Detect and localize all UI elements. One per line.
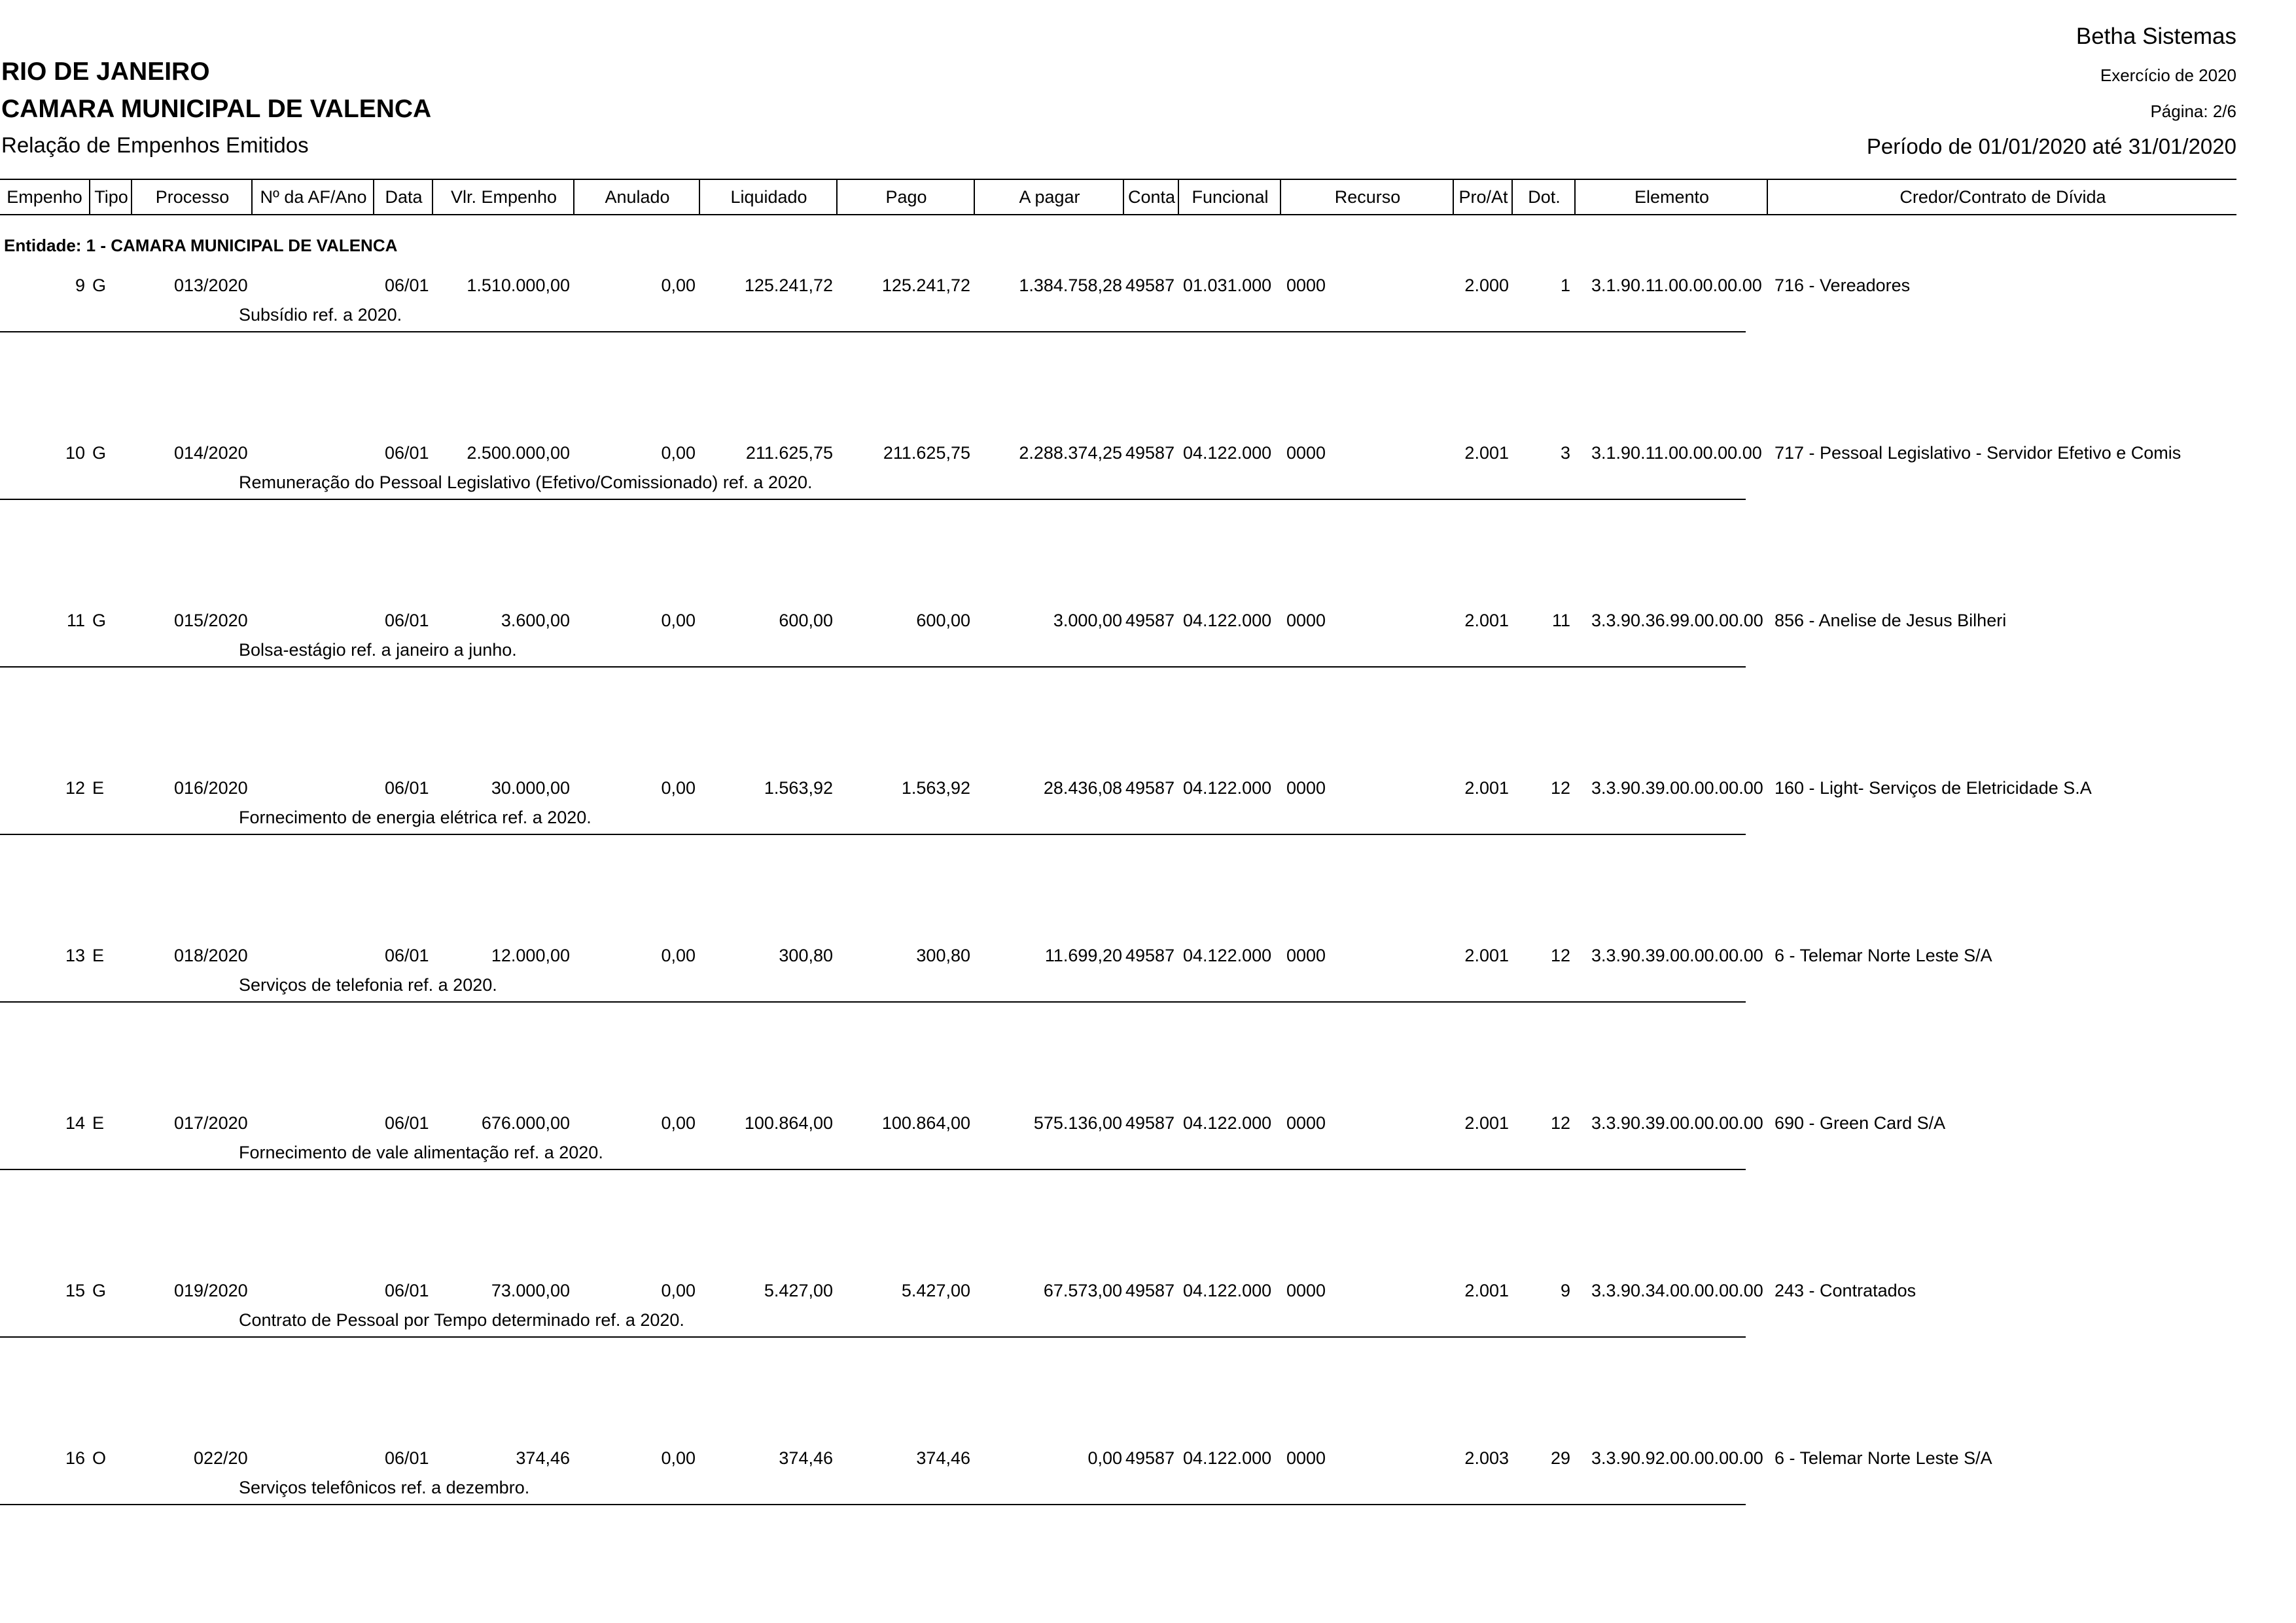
cell-dot: 3 [1560,443,1570,463]
row-divider [0,499,1746,500]
cell-conta: 49587 [1125,443,1175,463]
page-number: Página: 2/6 [2150,101,2236,121]
cell-recurso: 0000 [1286,1281,1326,1300]
col-data: Data [373,180,433,214]
cell-liquidado: 374,46 [779,1448,833,1468]
state-name: RIO DE JANEIRO [1,58,210,86]
col-empenho: Empenho [7,187,82,207]
company-name: Betha Sistemas [2075,24,2236,49]
cell-liquidado: 125.241,72 [744,276,833,295]
cell-funcional: 04.122.000 [1183,611,1272,630]
cell-anulado: 0,00 [661,778,696,798]
cell-vlr-empenho: 30.000,00 [491,778,570,798]
cell-data: 06/01 [385,1281,429,1300]
cell-funcional: 04.122.000 [1183,443,1272,463]
cell-tipo: G [92,443,107,463]
cell-anulado: 0,00 [661,1448,696,1468]
row-divider [0,666,1746,668]
cell-dot: 12 [1550,946,1570,965]
cell-dot: 9 [1560,1281,1570,1300]
cell-funcional: 04.122.000 [1183,946,1272,965]
row-divider [0,331,1746,332]
col-liquidado: Liquidado [699,180,838,214]
cell-empenho: 10 [65,443,85,463]
cell-empenho: 15 [65,1281,85,1300]
cell-pro-at: 2.003 [1464,1448,1509,1468]
cell-processo: 016/2020 [174,778,248,798]
cell-tipo: E [92,778,105,798]
cell-empenho: 9 [75,276,85,295]
cell-pago: 600,00 [916,611,970,630]
cell-a-pagar: 575.136,00 [1033,1113,1122,1133]
cell-anulado: 0,00 [661,611,696,630]
cell-elemento: 3.3.90.92.00.00.00.00 [1591,1448,1763,1468]
cell-anulado: 0,00 [661,946,696,965]
cell-processo: 014/2020 [174,443,248,463]
cell-pago: 1.563,92 [901,778,970,798]
cell-vlr-empenho: 1.510.000,00 [467,276,570,295]
cell-elemento: 3.3.90.36.99.00.00.00 [1591,611,1763,630]
cell-credor: 690 - Green Card S/A [1775,1113,1946,1133]
col-dot: Dot. [1511,180,1576,214]
cell-anulado: 0,00 [661,1281,696,1300]
cell-liquidado: 1.563,92 [764,778,833,798]
cell-pago: 5.427,00 [901,1281,970,1300]
cell-vlr-empenho: 676.000,00 [481,1113,570,1133]
cell-data: 06/01 [385,778,429,798]
cell-dot: 12 [1550,1113,1570,1133]
cell-recurso: 0000 [1286,946,1326,965]
cell-descricao: Bolsa-estágio ref. a janeiro a junho. [239,640,517,660]
cell-processo: 017/2020 [174,1113,248,1133]
col-pago: Pago [836,180,975,214]
table-row [0,1448,2236,1533]
cell-liquidado: 600,00 [779,611,833,630]
col-anulado: Anulado [573,180,700,214]
cell-data: 06/01 [385,611,429,630]
cell-pro-at: 2.001 [1464,946,1509,965]
cell-dot: 11 [1551,611,1570,630]
cell-pro-at: 2.001 [1464,443,1509,463]
col-recurso: Recurso [1280,180,1454,214]
cell-recurso: 0000 [1286,276,1326,295]
cell-elemento: 3.3.90.39.00.00.00.00 [1591,778,1763,798]
cell-pro-at: 2.001 [1464,1281,1509,1300]
cell-a-pagar: 3.000,00 [1053,611,1122,630]
cell-elemento: 3.3.90.34.00.00.00.00 [1591,1281,1763,1300]
col-elemento: Elemento [1574,180,1768,214]
cell-descricao: Serviços telefônicos ref. a dezembro. [239,1478,530,1497]
cell-vlr-empenho: 3.600,00 [501,611,570,630]
cell-pro-at: 2.000 [1464,276,1509,295]
cell-pago: 300,80 [916,946,970,965]
cell-pago: 211.625,75 [883,443,970,463]
cell-vlr-empenho: 2.500.000,00 [467,443,570,463]
row-divider [0,1504,1746,1505]
cell-data: 06/01 [385,1113,429,1133]
cell-funcional: 04.122.000 [1183,1448,1272,1468]
cell-vlr-empenho: 374,46 [516,1448,570,1468]
cell-pro-at: 2.001 [1464,1113,1509,1133]
cell-processo: 022/20 [194,1448,248,1468]
cell-dot: 1 [1560,276,1570,295]
cell-funcional: 04.122.000 [1183,1113,1272,1133]
col-tipo: Tipo [89,180,132,214]
cell-data: 06/01 [385,443,429,463]
cell-empenho: 14 [65,1113,85,1133]
cell-dot: 12 [1550,778,1570,798]
cell-empenho: 11 [66,611,85,630]
cell-pago: 100.864,00 [881,1113,970,1133]
cell-pro-at: 2.001 [1464,611,1509,630]
cell-tipo: G [92,1281,107,1300]
cell-credor: 6 - Telemar Norte Leste S/A [1775,1448,1992,1468]
cell-conta: 49587 [1125,1448,1175,1468]
cell-vlr-empenho: 73.000,00 [491,1281,570,1300]
report-title: Relação de Empenhos Emitidos [1,133,309,157]
table-row [0,946,2236,1031]
cell-descricao: Subsídio ref. a 2020. [239,305,402,325]
cell-processo: 013/2020 [174,276,248,295]
cell-descricao: Remuneração do Pessoal Legislativo (Efetivo/Comissionado) ref. a 2020. [239,473,813,492]
cell-recurso: 0000 [1286,443,1326,463]
cell-data: 06/01 [385,276,429,295]
cell-empenho: 13 [65,946,85,965]
cell-pago: 374,46 [916,1448,970,1468]
cell-empenho: 12 [65,778,85,798]
cell-vlr-empenho: 12.000,00 [491,946,570,965]
cell-recurso: 0000 [1286,611,1326,630]
entity-line: Entidade: 1 - CAMARA MUNICIPAL DE VALENCA [4,236,398,255]
row-divider [0,1169,1746,1170]
cell-descricao: Serviços de telefonia ref. a 2020. [239,975,497,995]
cell-credor: 160 - Light- Serviços de Eletricidade S.A [1775,778,2092,798]
cell-conta: 49587 [1125,1281,1175,1300]
cell-recurso: 0000 [1286,1448,1326,1468]
cell-tipo: G [92,611,107,630]
cell-tipo: E [92,946,105,965]
cell-elemento: 3.3.90.39.00.00.00.00 [1591,1113,1763,1133]
cell-liquidado: 300,80 [779,946,833,965]
entity-name: CAMARA MUNICIPAL DE VALENCA [1,95,432,123]
col-af-ano: Nº da AF/Ano [251,180,374,214]
cell-conta: 49587 [1125,276,1175,295]
cell-conta: 49587 [1125,611,1175,630]
cell-conta: 49587 [1125,946,1175,965]
col-a-pagar: A pagar [974,180,1124,214]
cell-liquidado: 5.427,00 [764,1281,833,1300]
cell-recurso: 0000 [1286,778,1326,798]
cell-elemento: 3.1.90.11.00.00.00.00 [1591,443,1762,463]
col-funcional: Funcional [1178,180,1281,214]
table-row [0,276,2236,361]
cell-tipo: E [92,1113,105,1133]
cell-credor: 717 - Pessoal Legislativo - Servidor Efetivo e Comis [1775,443,2181,463]
cell-dot: 29 [1550,1448,1570,1468]
cell-credor: 243 - Contratados [1775,1281,1916,1300]
col-pro-at: Pro/At [1453,180,1513,214]
cell-anulado: 0,00 [661,1113,696,1133]
cell-a-pagar: 11.699,20 [1044,946,1122,965]
row-divider [0,1336,1746,1338]
cell-a-pagar: 28.436,08 [1043,778,1122,798]
cell-liquidado: 100.864,00 [744,1113,833,1133]
table-row [0,443,2236,528]
cell-liquidado: 211.625,75 [745,443,833,463]
cell-tipo: O [92,1448,107,1468]
cell-a-pagar: 0,00 [1087,1448,1122,1468]
cell-elemento: 3.3.90.39.00.00.00.00 [1591,946,1763,965]
cell-conta: 49587 [1125,778,1175,798]
cell-credor: 716 - Vereadores [1775,276,1911,295]
cell-funcional: 01.031.000 [1183,276,1272,295]
cell-data: 06/01 [385,946,429,965]
cell-recurso: 0000 [1286,1113,1326,1133]
cell-credor: 6 - Telemar Norte Leste S/A [1775,946,1992,965]
cell-pro-at: 2.001 [1464,778,1509,798]
cell-processo: 018/2020 [174,946,248,965]
cell-anulado: 0,00 [661,276,696,295]
exercise-label: Exercício de 2020 [2100,65,2236,85]
col-conta: Conta [1123,180,1179,214]
cell-descricao: Fornecimento de energia elétrica ref. a 2020. [239,808,592,827]
period-label: Período de 01/01/2020 até 31/01/2020 [1866,134,2236,158]
cell-elemento: 3.1.90.11.00.00.00.00 [1591,276,1762,295]
row-divider [0,834,1746,835]
table-row [0,1281,2236,1366]
table-row [0,778,2236,863]
cell-credor: 856 - Anelise de Jesus Bilheri [1775,611,2007,630]
cell-processo: 019/2020 [174,1281,248,1300]
table-row [0,1113,2236,1198]
cell-a-pagar: 2.288.374,25 [1019,443,1122,463]
row-divider [0,1001,1746,1003]
cell-a-pagar: 67.573,00 [1043,1281,1122,1300]
cell-tipo: G [92,276,107,295]
cell-data: 06/01 [385,1448,429,1468]
column-header-row [0,179,2236,215]
cell-descricao: Fornecimento de vale alimentação ref. a 2020. [239,1143,603,1162]
col-processo: Processo [131,180,253,214]
cell-funcional: 04.122.000 [1183,778,1272,798]
col-credor: Credor/Contrato de Dívida [1767,180,2238,214]
cell-descricao: Contrato de Pessoal por Tempo determinado ref. a 2020. [239,1310,684,1330]
cell-conta: 49587 [1125,1113,1175,1133]
cell-processo: 015/2020 [174,611,248,630]
cell-funcional: 04.122.000 [1183,1281,1272,1300]
cell-pago: 125.241,72 [881,276,970,295]
cell-anulado: 0,00 [661,443,696,463]
table-row [0,611,2236,696]
cell-empenho: 16 [65,1448,85,1468]
col-vlr-empenho: Vlr. Empenho [432,180,574,214]
cell-a-pagar: 1.384.758,28 [1019,276,1122,295]
